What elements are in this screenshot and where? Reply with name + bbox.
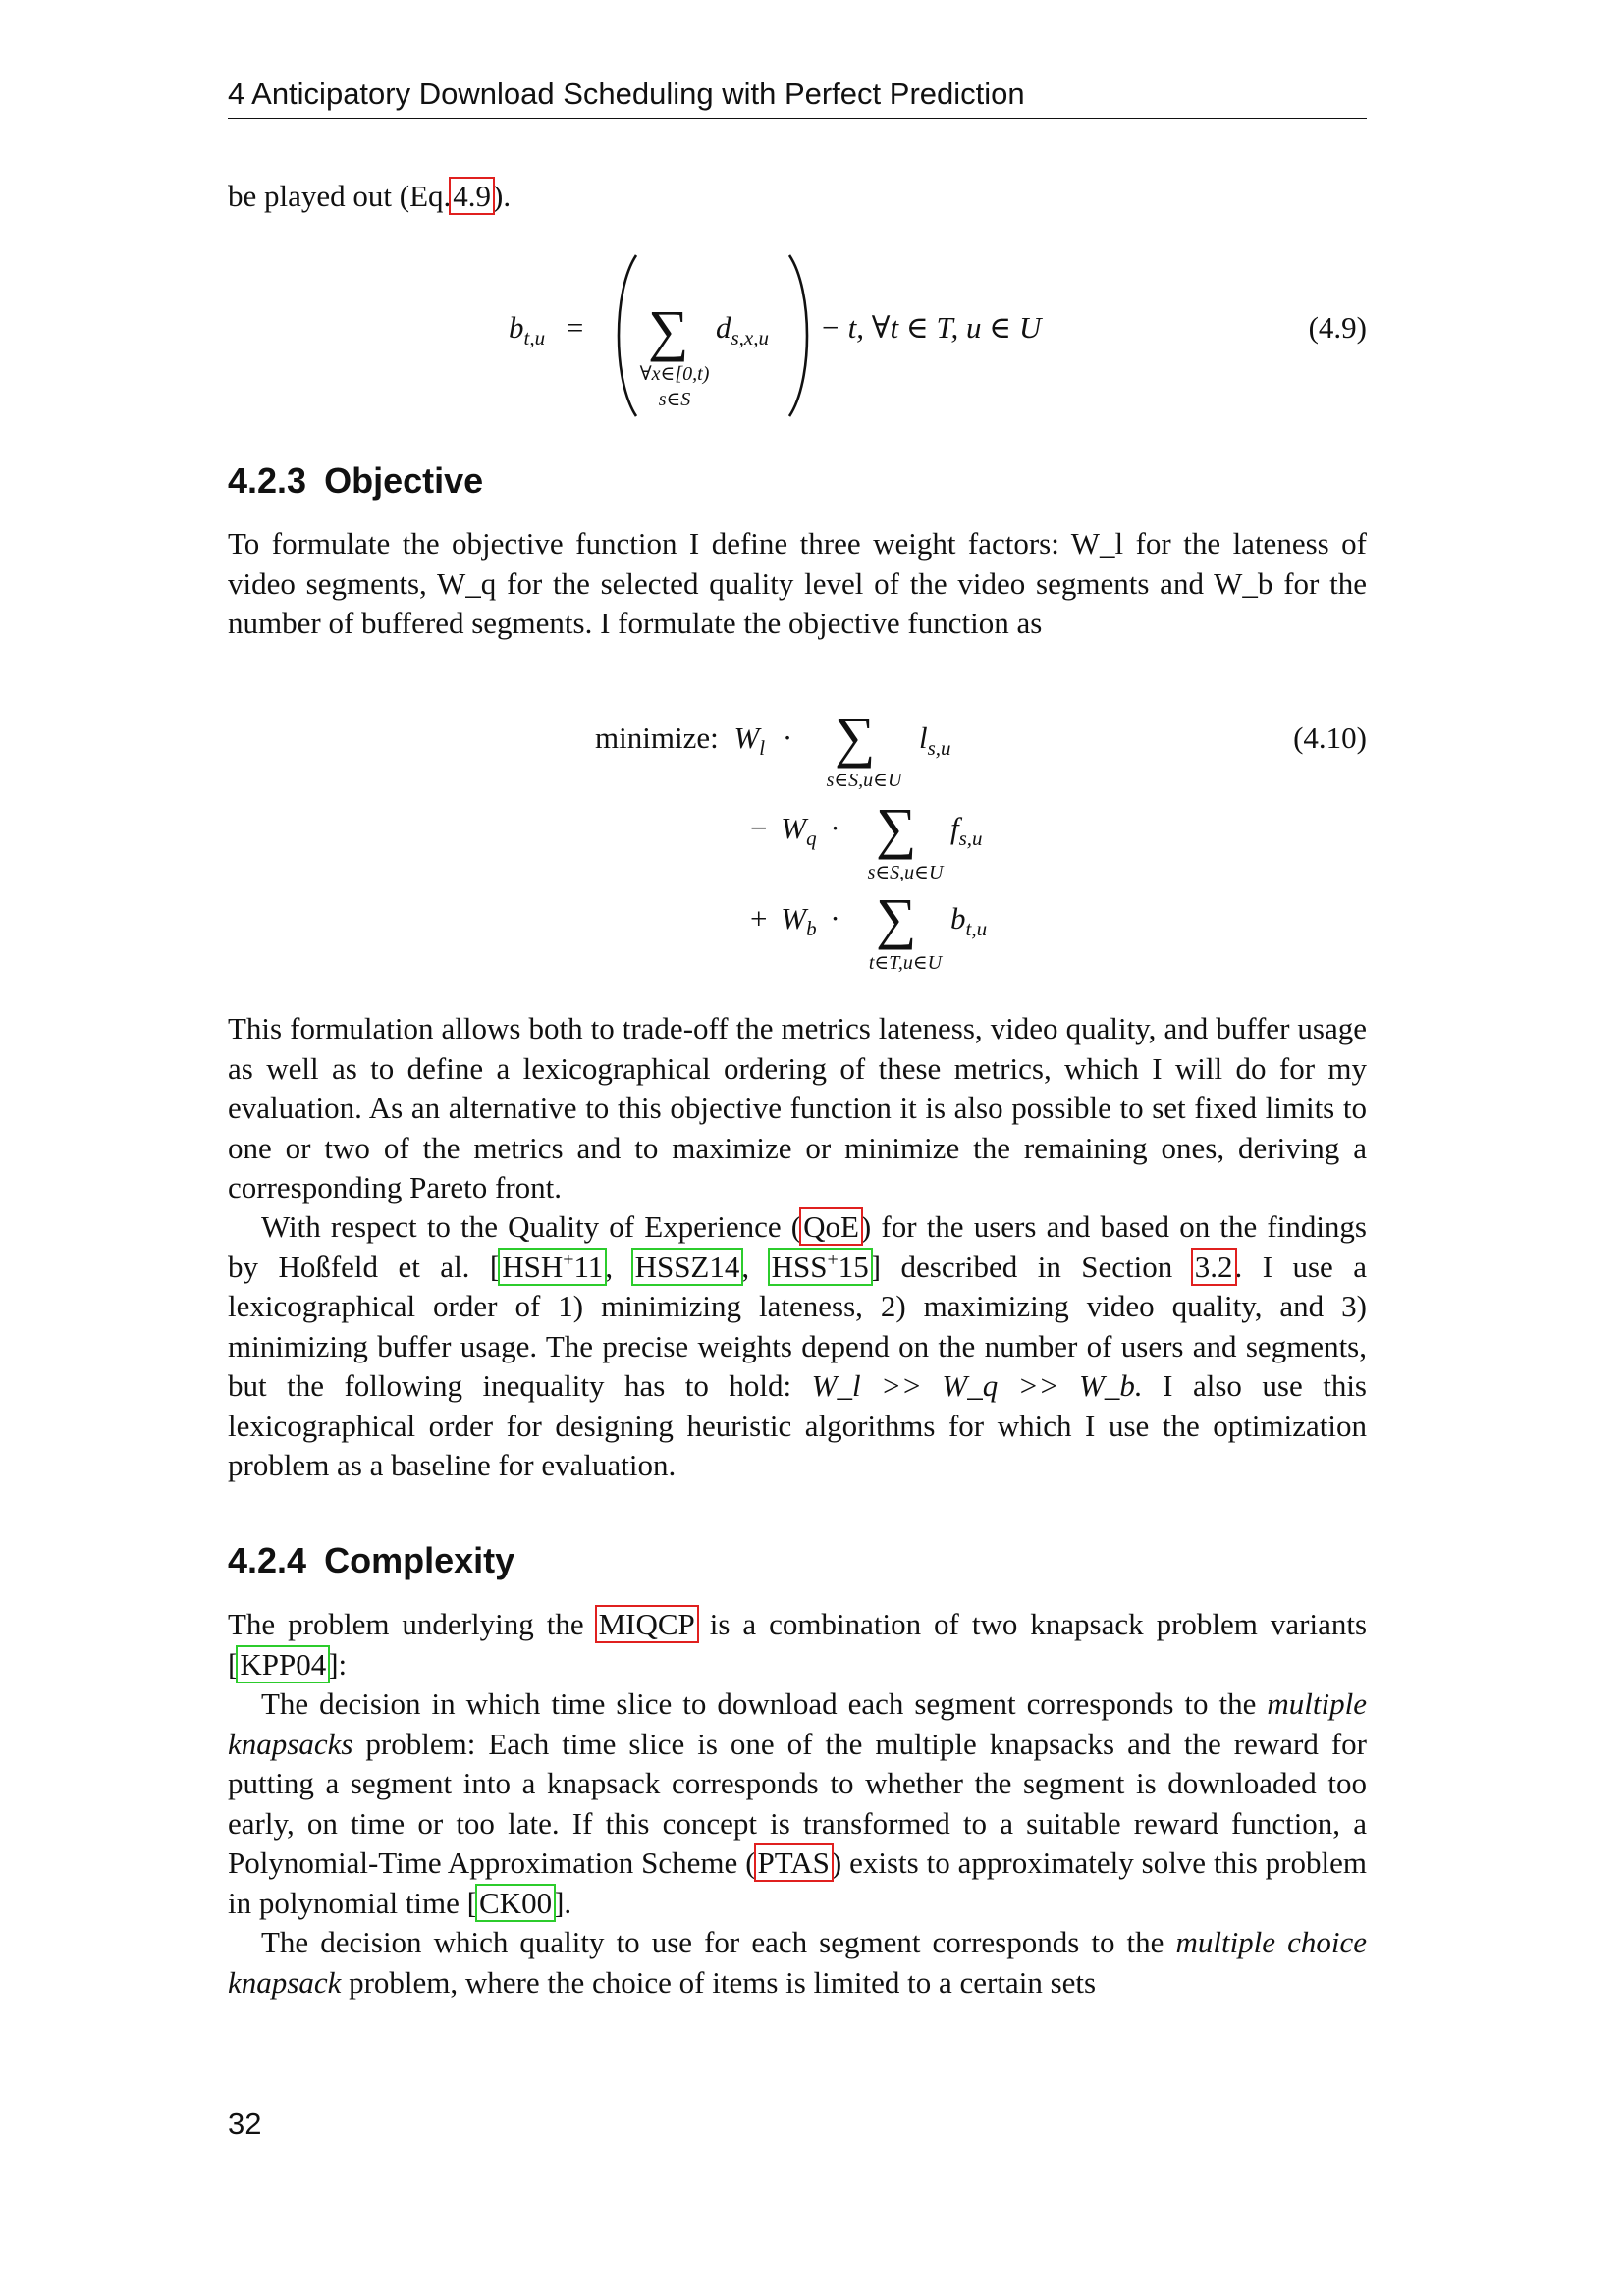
qoe-paragraph: With respect to the Quality of Experience (QoE) for the users and based on the findings by Hoßfeld et al. [HSH+11, HSSZ14, HSS+15] described in Section 3.2. I use a lexicographical order of 1) minimizing lateness, 2) maximizing video quality, and 3) minimizing buffer usage. The precise weights depend on the number of users and segments, but the following inequality has to hold: W_l >> W_q >> W_b. I also use this lexicographical order for designing heuristic algorithms for which I use the optimization problem as a baseline for evaluation. bbox=[228, 1209, 1368, 1482]
eq410-range1: s∈S,u∈U bbox=[826, 770, 902, 791]
acronym-link-qoe[interactable]: QoE bbox=[803, 1209, 859, 1244]
eq410-term2: $f_{s,u}$ bbox=[950, 811, 983, 850]
equation-ref-link[interactable]: 4.9 bbox=[453, 179, 492, 213]
section-ref-link[interactable]: 3.2 bbox=[1194, 1249, 1233, 1284]
inequality: W_l >> W_q >> W_b. bbox=[811, 1368, 1143, 1403]
eq410-term1: $l_{s,u}$ bbox=[919, 721, 951, 760]
acronym-link-miqcp[interactable]: MIQCP bbox=[598, 1607, 695, 1641]
section-heading-objective: 4.2.3 Objective bbox=[228, 460, 484, 501]
sum-symbol: ∑ bbox=[876, 886, 917, 950]
section-heading-complexity: 4.2.4 Complexity bbox=[228, 1540, 515, 1580]
eq410-term3: $b_{t,u}$ bbox=[950, 901, 988, 940]
eq49-term: $d_{s,x,u}$ bbox=[716, 310, 769, 349]
formulation-paragraph: This formulation allows both to trade-off the metrics lateness, video quality, and buffer usage as well as to define a lexicographical ordering of these metrics, which I will do for my evaluation. As an alternative to this objective function it is also possible to set fixed limits to one or two of the metrics and to maximize or minimize the remaining ones, deriving a corresponding Pareto front. bbox=[228, 1011, 1367, 1204]
citation-link-kpp04[interactable]: KPP04 bbox=[240, 1646, 327, 1682]
citation-link-hss15[interactable]: HSS+15 bbox=[771, 1249, 869, 1284]
eq49-lhs: $b_{t,u}$ = bbox=[509, 310, 584, 349]
citation-link-hssz14[interactable]: HSSZ14 bbox=[634, 1249, 740, 1284]
page bbox=[228, 0, 1367, 2296]
objective-paragraph: To formulate the objective function I define three weight factors: W_l for the lateness of video segments, W_q for the selected quality level of the video segments and W_b for the number of buffered segments. I formulate the objective function as bbox=[228, 526, 1367, 640]
eq410-row3: + $W_b$ · bbox=[750, 901, 840, 940]
eq49-range2: s∈S bbox=[658, 389, 691, 410]
eq410-range2: s∈S,u∈U bbox=[867, 862, 944, 883]
eq49-tail: − t, ∀t ∈ T, u ∈ U bbox=[820, 310, 1042, 345]
eq49-number: (4.9) bbox=[1308, 310, 1367, 345]
eq410-row1: minimize: $W_l$ · bbox=[595, 721, 793, 760]
eq410-range3: t∈T,u∈U bbox=[868, 952, 943, 974]
multiple-knapsacks-paragraph: The decision in which time slice to download each segment corresponds to the multiple knapsacks problem: Each time slice is one of the multiple knapsacks and the reward for putting a segment into a knapsack corresponds to whether the segment is downloaded too early, on time or too late. If this concept is transformed to a suitable reward function, a Polynomial-Time Approximation Scheme (PTAS) exists to approximately solve this problem in polynomial time [CK00]. bbox=[228, 1686, 1367, 1920]
page-number: 32 bbox=[228, 2107, 262, 2141]
miqcp-paragraph: The problem underlying the MIQCP is a combination of two knapsack problem variants [KPP04]: bbox=[228, 1607, 1368, 1682]
multiple-choice-paragraph: The decision which quality to use for each segment corresponds to the multiple choice knapsack problem, where the choice of items is limited to a certain sets bbox=[228, 1925, 1367, 2000]
eq410-number: (4.10) bbox=[1293, 721, 1367, 755]
sum-symbol: ∑ bbox=[648, 298, 689, 362]
sum-symbol: ∑ bbox=[835, 705, 876, 769]
intro-line: be played out (Eq.4.9). bbox=[228, 179, 512, 213]
right-paren bbox=[784, 251, 819, 420]
acronym-link-ptas[interactable]: PTAS bbox=[757, 1845, 830, 1880]
citation-link-ck00[interactable]: CK00 bbox=[479, 1885, 553, 1920]
sum-symbol: ∑ bbox=[876, 796, 917, 860]
running-header: 4 Anticipatory Download Scheduling with Perfect Prediction bbox=[228, 77, 1025, 111]
eq49-range1: ∀x∈[0,t) bbox=[639, 363, 710, 385]
header-rule bbox=[228, 118, 1367, 119]
citation-link-hsh11[interactable]: HSH+11 bbox=[502, 1249, 604, 1284]
eq410-row2: − $W_q$ · bbox=[750, 811, 840, 850]
